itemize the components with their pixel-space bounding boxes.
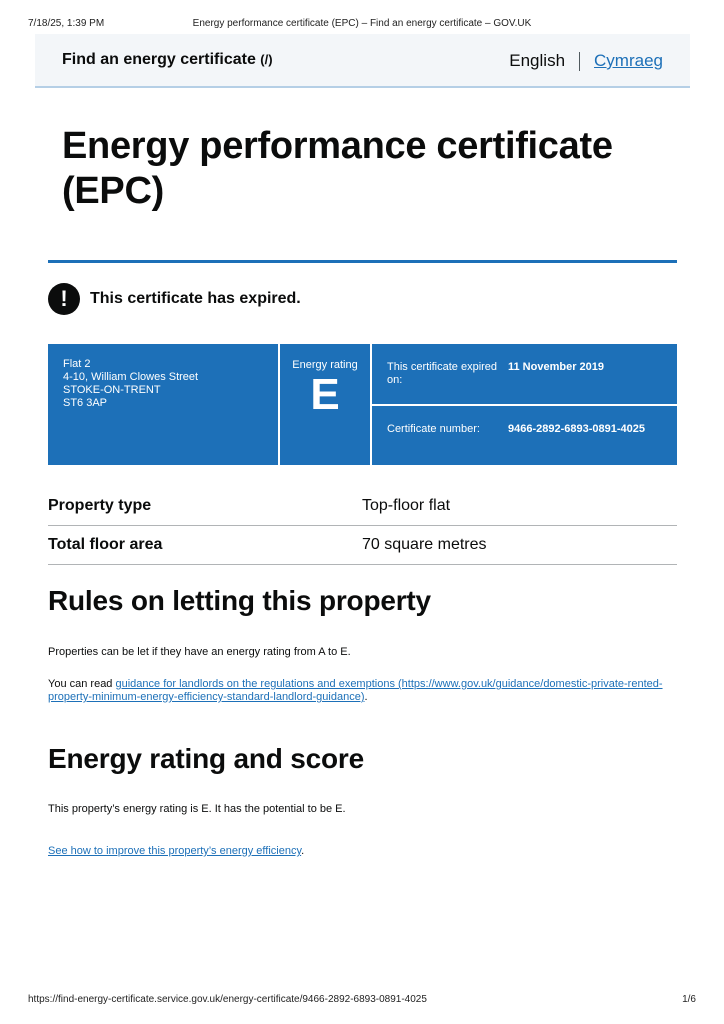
certificate-number-value: 9466-2892-6893-0891-4025 — [508, 422, 646, 435]
certificate-number-label: Certificate number: — [387, 422, 480, 435]
summary-value: Top-floor flat — [362, 497, 451, 514]
improve-efficiency-paragraph — [48, 845, 668, 858]
certificate-details — [372, 344, 677, 465]
address-line: ST6 3AP — [63, 397, 108, 409]
letting-guidance-text — [48, 678, 668, 704]
warning-icon: ! — [48, 283, 80, 315]
expired-warning — [48, 283, 301, 315]
address-line: Flat 2 — [63, 358, 91, 370]
energy-rating-label: Energy rating — [292, 359, 358, 371]
guidance-prefix: You can read — [48, 678, 116, 690]
address-line: STOKE-ON-TRENT — [63, 384, 161, 396]
print-page-number: 1/6 — [682, 994, 696, 1005]
language-switcher — [509, 51, 663, 71]
letting-heading: Rules on letting this property — [48, 585, 431, 616]
energy-score-heading: Energy rating and score — [48, 743, 364, 774]
summary-key: Property type — [48, 497, 152, 514]
summary-key: Total floor area — [48, 536, 163, 553]
print-url: https://find-energy-certificate.service.gov.uk/energy-certificate/9466-2892-6893-0891-4025 — [28, 994, 427, 1005]
improve-efficiency-link[interactable]: See how to improve this property’s energy efficiency — [48, 845, 302, 857]
epc-summary-panel — [48, 344, 677, 465]
guidance-suffix: . — [364, 691, 368, 703]
landlord-guidance-link[interactable]: guidance for landlords on the regulations and exemptions (https://www.gov.uk/guidance/domestic-private-rented-property-minimum-energy-efficiency-standard-landlord-guidance) — [48, 678, 663, 703]
print-header — [0, 0, 724, 34]
page-title: Energy performance certificate (EPC) — [62, 125, 613, 212]
energy-score-text: This property’s energy rating is E. It has the potential to be E. — [48, 803, 346, 815]
service-name: Find an energy certificate — [62, 51, 256, 68]
property-address — [48, 344, 278, 465]
expiry-label: This certificate expired on: — [387, 361, 498, 386]
expiry-value: 11 November 2019 — [508, 361, 605, 373]
letting-rule-text: Properties can be let if they have an energy rating from A to E. — [48, 646, 351, 658]
property-summary-list — [48, 487, 677, 565]
service-link-href: (/) — [260, 52, 273, 67]
energy-rating-letter: E — [310, 370, 340, 419]
summary-row-floor-area — [48, 526, 677, 565]
language-english: English — [509, 51, 566, 70]
language-separator — [579, 52, 580, 71]
address-line: 4-10, William Clowes Street — [63, 371, 199, 383]
warning-text: This certificate has expired. — [90, 290, 301, 307]
print-doc-title: Energy performance certificate (EPC) – Find an energy certificate – GOV.UK — [192, 18, 532, 29]
service-name-link[interactable] — [62, 51, 273, 69]
summary-value: 70 square metres — [362, 536, 487, 553]
summary-row-property-type — [48, 487, 677, 526]
print-date: 7/18/25, 1:39 PM — [28, 18, 105, 29]
energy-rating-box — [280, 344, 370, 465]
site-header — [35, 34, 690, 88]
certificate-number-row — [372, 406, 677, 466]
expiry-row — [372, 344, 677, 404]
title-divider — [48, 260, 677, 263]
improve-link-suffix: . — [301, 845, 305, 857]
language-cymraeg-link[interactable]: Cymraeg — [594, 51, 663, 70]
